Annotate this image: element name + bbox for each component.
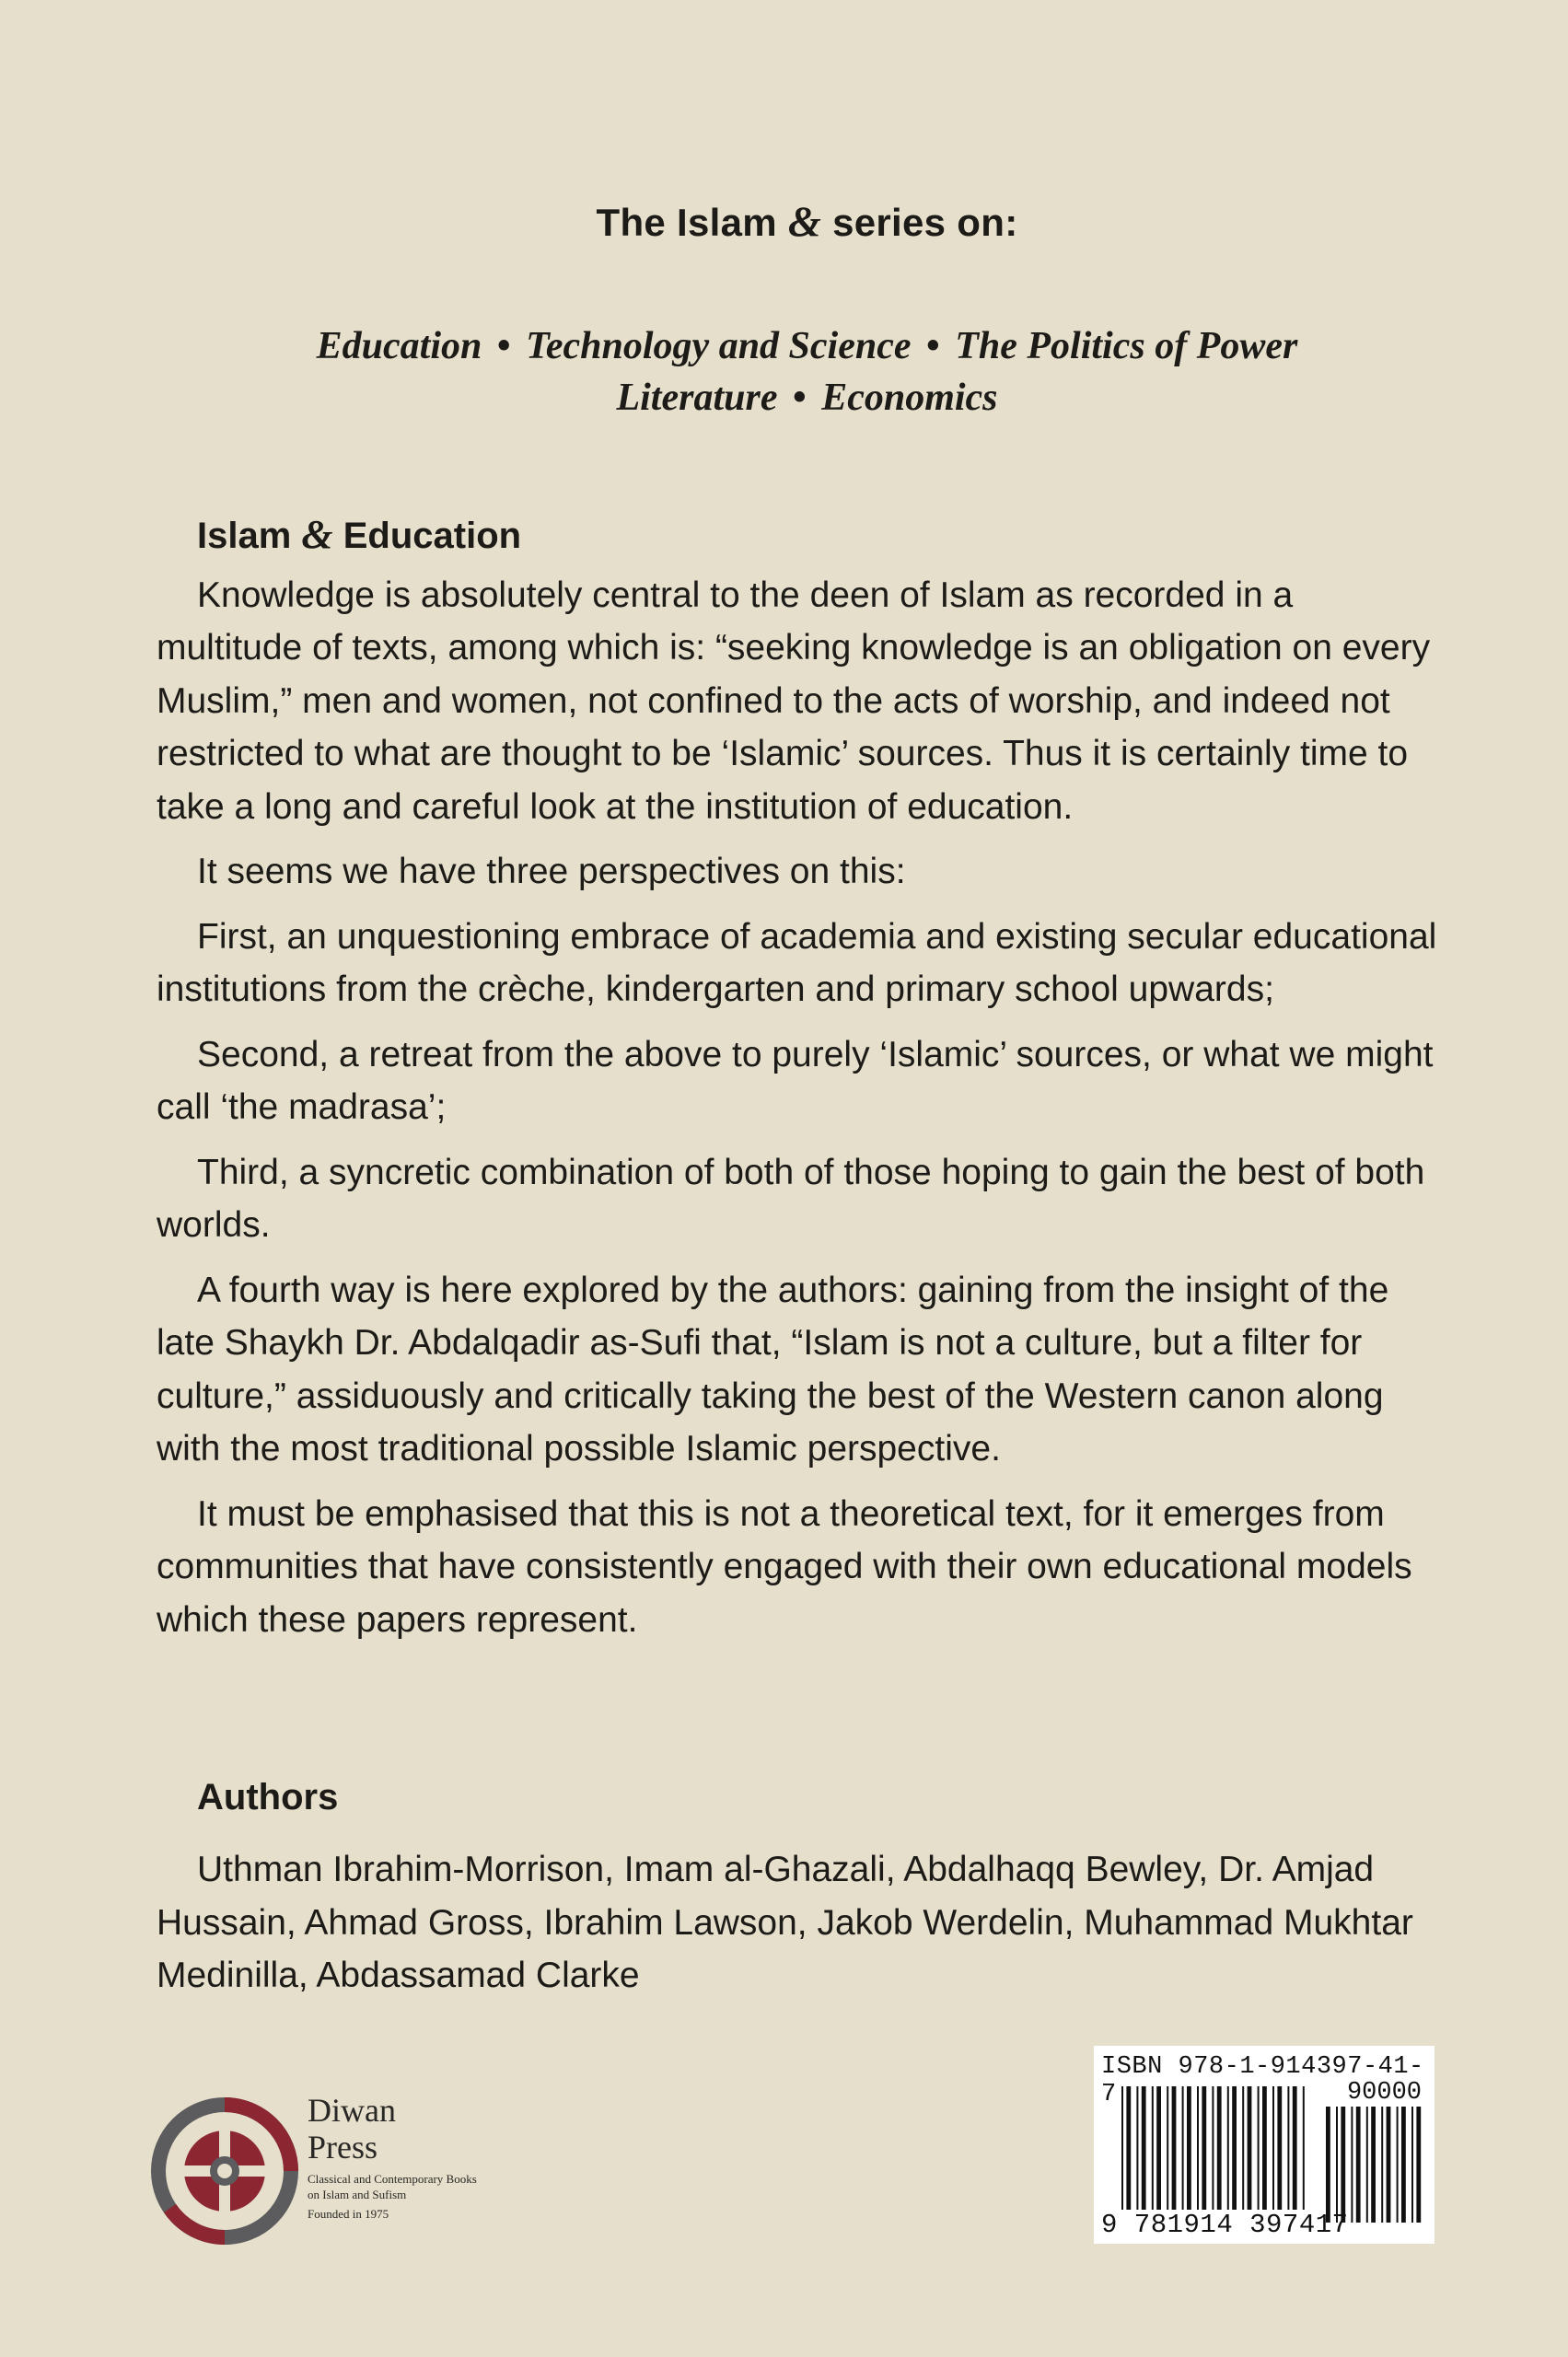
authors-list: Uthman Ibrahim-Morrison, Imam al-Ghazali, Abdalhaqq Bewley, Dr. Amjad Hussain, Ahmad Gross, Ibrahim Lawson, Jakob Werdelin, Muhammad Mukhtar Medinilla, Abdassamad Clarke: [157, 1850, 1413, 1995]
series-title-item: Economics: [821, 377, 998, 419]
blurb-paragraph: It seems we have three perspectives on this:: [197, 852, 906, 891]
ean-digits: 9 781914 397417: [1101, 2210, 1349, 2240]
bullet-separator: •: [496, 325, 511, 367]
publisher-name-line-1: Diwan: [308, 2092, 396, 2129]
series-heading-suffix: series on:: [821, 201, 1018, 244]
bullet-separator: •: [926, 325, 940, 367]
series-title-item: Technology and Science: [526, 325, 912, 367]
series-titles: [0, 320, 1568, 424]
section-title-suffix: Education: [332, 516, 522, 556]
series-titles-line-2: [0, 372, 1568, 424]
publisher-name-line-2: Press: [308, 2129, 378, 2165]
series-heading: [0, 197, 1568, 246]
blurb-paragraph: It must be emphasised that this is not a theoretical text, for it emerges from communities that have consistently engaged with their own educational models which these papers represent.: [157, 1493, 1412, 1640]
barcode-addon-price: 90000: [1346, 2079, 1422, 2107]
section-title-prefix: Islam: [197, 516, 302, 556]
diwan-press-logo-icon: [151, 2097, 298, 2245]
section-title-ampersand: &: [301, 512, 333, 557]
series-heading-ampersand: &: [787, 198, 822, 245]
publisher-founded: Founded in 1975: [308, 2207, 389, 2221]
publisher-block: [308, 2092, 492, 2222]
bullet-separator: •: [792, 377, 807, 419]
blurb-paragraph: Knowledge is absolutely central to the deen of Islam as recorded in a multitude of texts, among which is: “seeking knowledge is an obligation on every Muslim,” men and women, not confined to the acts of worship, and indeed not restricted to what are thought to be ‘Islamic’ sources. Thus it is certainly time to take a long and careful look at the institution of education.: [157, 575, 1431, 827]
series-title-item: Education: [316, 325, 482, 367]
blurb-section: [157, 508, 1446, 1658]
blurb-paragraph: A fourth way is here explored by the authors: gaining from the insight of the late Shaykh Dr. Abdalqadir as-Sufi that, “Islam is not a culture, but a filter for culture,” assiduously and critically taking the best of the Western canon along with the most traditional possible Islamic perspective.: [157, 1270, 1389, 1469]
authors-heading: Authors: [197, 1777, 339, 1817]
series-title-item: Literature: [616, 377, 778, 419]
blurb-paragraph: Second, a retreat from the above to purely ‘Islamic’ sources, or what we might call ‘the madrasa’;: [157, 1034, 1434, 1127]
publisher-tagline: Classical and Contemporary Books on Islam and Sufism: [308, 2172, 477, 2201]
section-title: [197, 508, 1446, 563]
series-heading-prefix: The Islam: [596, 201, 788, 244]
blurb-paragraph: First, an unquestioning embrace of academia and existing secular educational institutions from the crèche, kindergarten and primary school upwards;: [157, 916, 1437, 1009]
series-title-item: The Politics of Power: [955, 325, 1298, 367]
blurb-paragraph: Third, a syncretic combination of both of those hoping to gain the best of both worlds.: [157, 1152, 1425, 1245]
isbn-barcode: [1094, 2046, 1434, 2244]
series-titles-line-1: [0, 320, 1568, 372]
isbn-text: ISBN 978-1-914397-41-7: [1101, 2053, 1424, 2108]
